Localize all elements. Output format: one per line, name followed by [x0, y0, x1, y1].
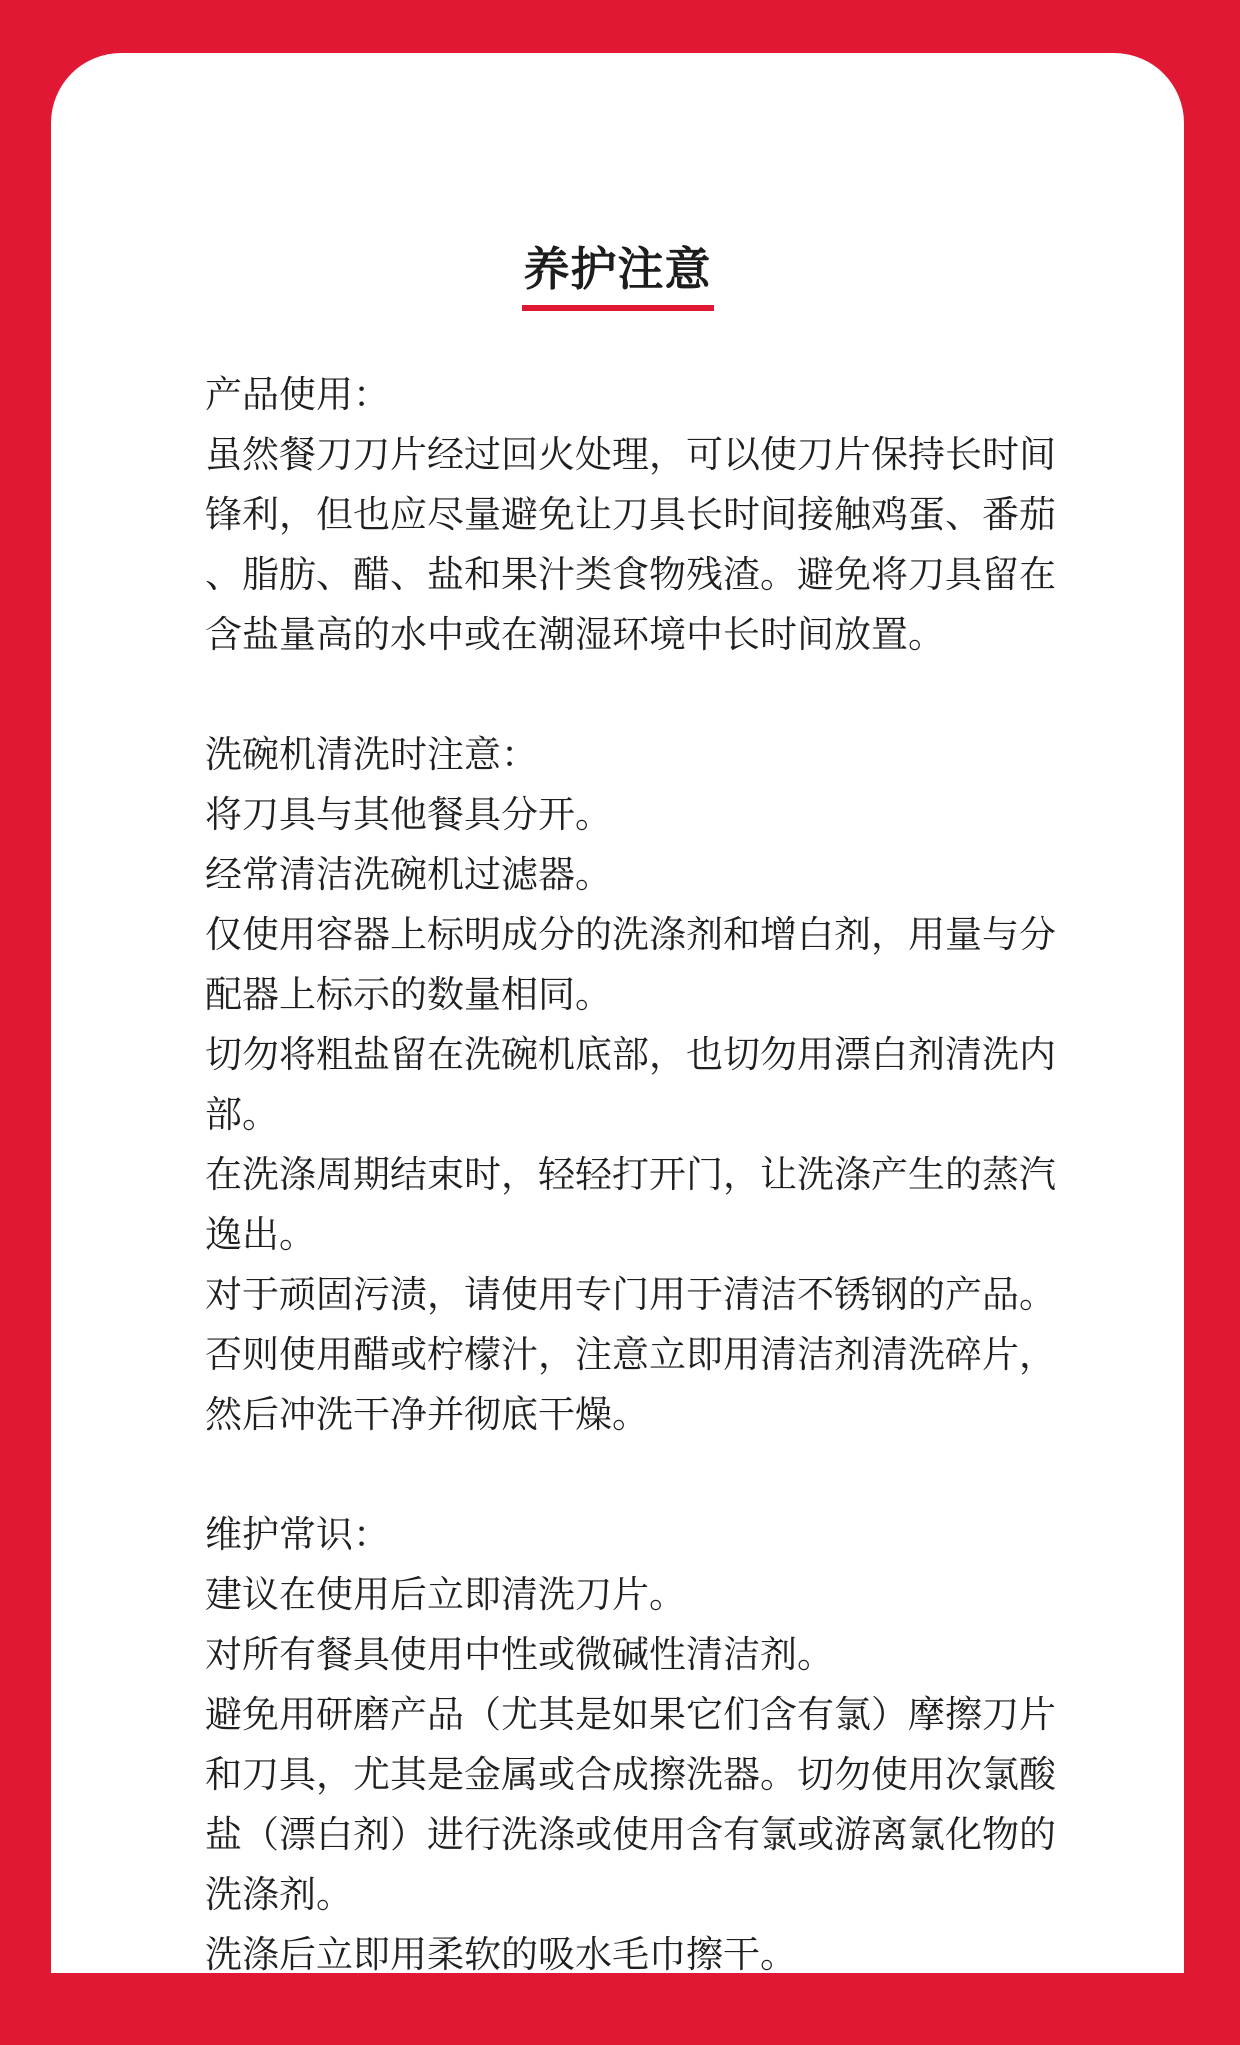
text-line: 然后冲洗干净并彻底干燥。 [205, 1393, 649, 1436]
text-line: 仅使用容器上标明成分的洗涤剂和增白剂，用量与分 [205, 913, 1056, 956]
text-line: 虽然餐刀刀片经过回火处理，可以使刀片保持长时间 [205, 433, 1056, 476]
text-line: 对所有餐具使用中性或微碱性清洁剂。 [205, 1633, 834, 1676]
text-line: 将刀具与其他餐具分开。 [205, 793, 612, 836]
text-line: 盐（漂白剂）进行洗涤或使用含有氯或游离氯化物的 [205, 1813, 1056, 1856]
text-line: 避免用研磨产品（尤其是如果它们含有氯）摩擦刀片 [205, 1693, 1056, 1736]
care-instructions [205, 365, 1145, 2045]
text-line: 经常清洁洗碗机过滤器。 [205, 853, 612, 896]
content-card [51, 53, 1184, 1976]
text-line: 洗涤剂。 [205, 1873, 353, 1916]
section-dishwasher [205, 725, 1145, 1445]
section-maintenance [205, 1505, 1145, 1985]
title-area [51, 241, 1184, 311]
text-line: 对于顽固污渍，请使用专门用于清洁不锈钢的产品。 [205, 1273, 1056, 1316]
text-line: 含盐量高的水中或在潮湿环境中长时间放置。 [205, 613, 945, 656]
text-line: 洗涤后立即用柔软的吸水毛巾擦干。 [205, 1933, 797, 1976]
text-line: 和刀具，尤其是金属或合成擦洗器。切勿使用次氯酸 [205, 1753, 1056, 1796]
text-line: 切勿将粗盐留在洗碗机底部，也切勿用漂白剂清洗内 [205, 1033, 1056, 1076]
text-line: 建议在使用后立即清洗刀片。 [205, 1573, 686, 1616]
section-heading: 维护常识： [205, 1513, 390, 1556]
text-line: 在洗涤周期结束时，轻轻打开门，让洗涤产生的蒸汽 [205, 1153, 1056, 1196]
page-title: 养护注意 [522, 241, 714, 311]
text-line: 否则使用醋或柠檬汁，注意立即用清洁剂清洗碎片， [205, 1333, 1056, 1376]
section-product-use [205, 365, 1145, 665]
text-line: 锋利，但也应尽量避免让刀具长时间接触鸡蛋、番茄 [205, 493, 1056, 536]
text-line: 配器上标示的数量相同。 [205, 973, 612, 1016]
text-line: 逸出。 [205, 1213, 316, 1256]
text-line: 、脂肪、醋、盐和果汁类食物残渣。避免将刀具留在 [205, 553, 1056, 596]
section-heading: 产品使用： [205, 373, 390, 416]
text-line: 部。 [205, 1093, 279, 1136]
section-heading: 洗碗机清洗时注意： [205, 733, 538, 776]
